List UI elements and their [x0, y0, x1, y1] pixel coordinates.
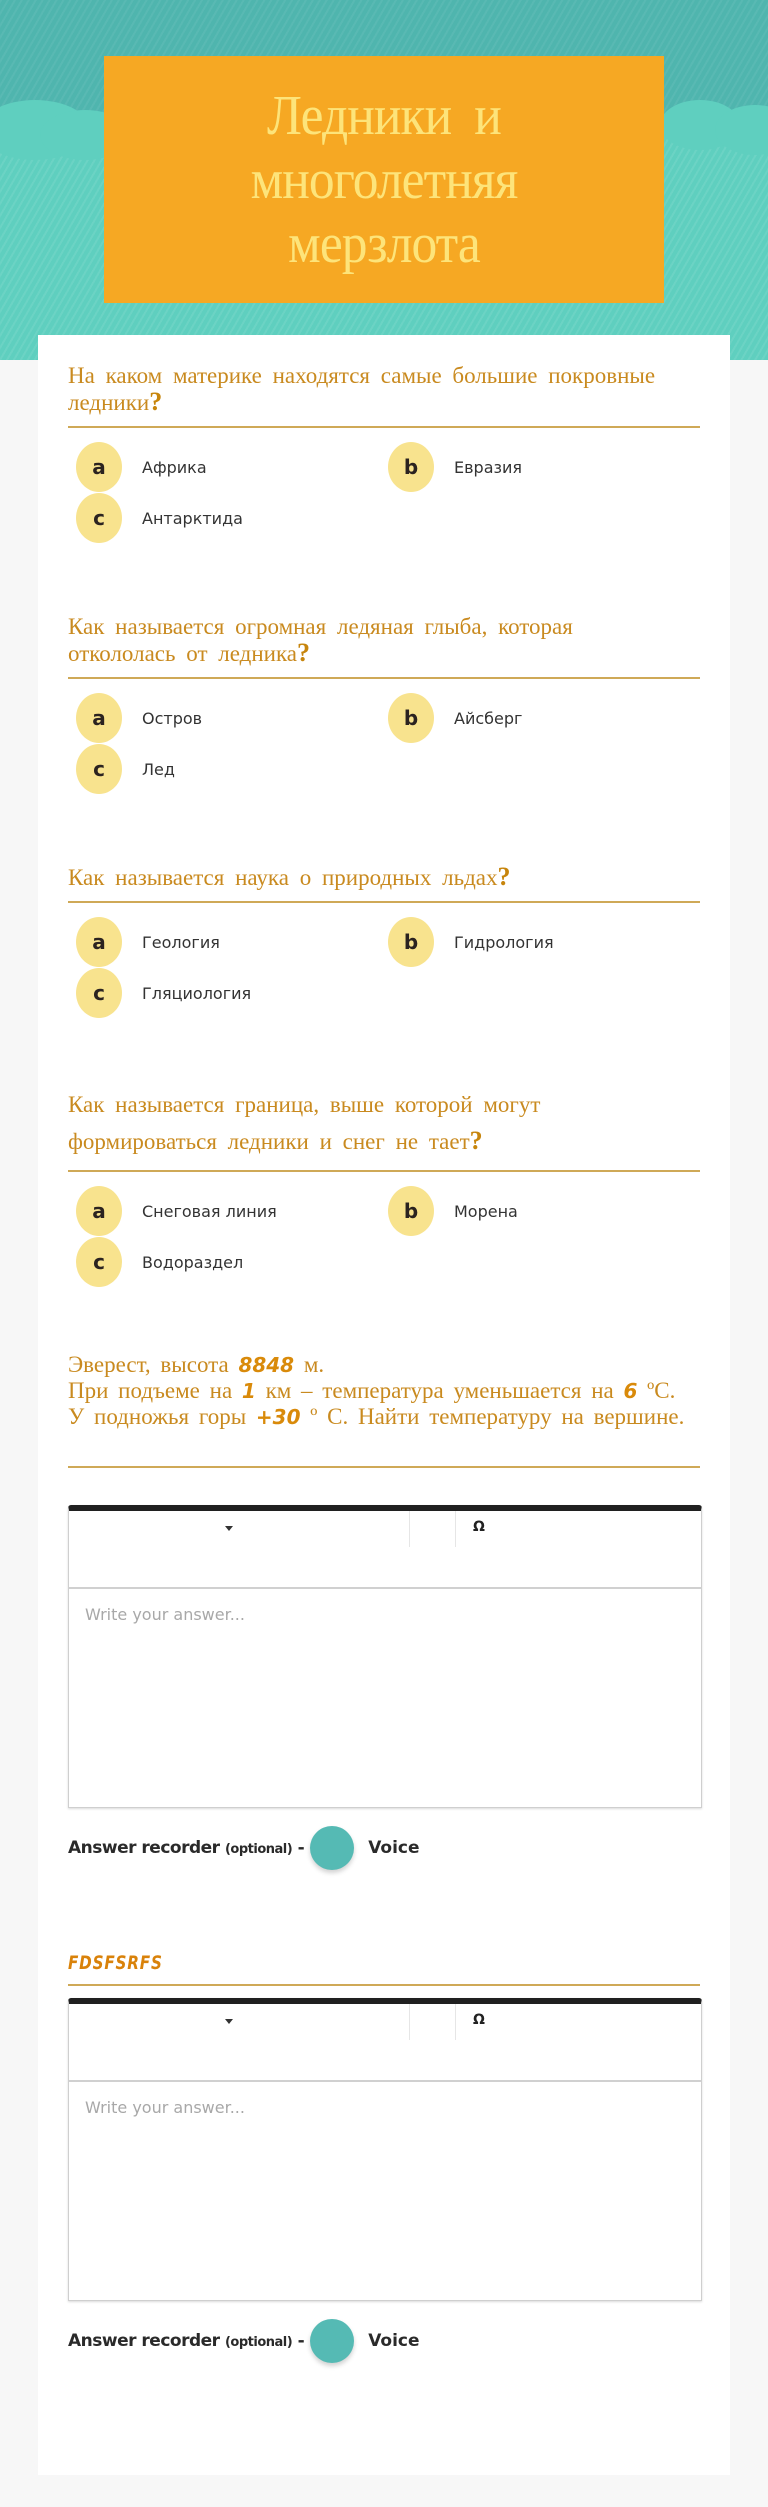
caret-down-icon [225, 2019, 233, 2024]
option-letter-badge: c [76, 744, 122, 794]
special-characters-button[interactable]: Ω [473, 2012, 485, 2028]
answer-recorder-2 [68, 2318, 420, 2364]
question-text-body: На каком материке находятся самые большие покровные ледники [68, 363, 656, 415]
question-divider [68, 426, 700, 428]
option-a[interactable] [76, 442, 207, 492]
question-1 [68, 363, 700, 552]
options-list [68, 917, 700, 1027]
option-letter-badge: a [76, 442, 122, 492]
format-dropdown[interactable] [69, 1511, 409, 1547]
toolbar-separator [455, 1511, 456, 1547]
option-letter-badge: c [76, 1237, 122, 1287]
option-b[interactable] [388, 1186, 518, 1236]
question-text [68, 864, 700, 891]
option-letter-badge: b [388, 693, 434, 743]
option-b[interactable] [388, 693, 522, 743]
option-b[interactable] [388, 917, 554, 967]
special-characters-button[interactable]: Ω [473, 1519, 485, 1535]
task-value-km: 1 [241, 1379, 256, 1403]
recorder-label-text: Answer recorder [68, 1838, 220, 1858]
option-label: Водораздел [142, 1252, 244, 1272]
answer-editor-1 [68, 1505, 702, 1808]
recorder-optional-text: (optional) [224, 2335, 293, 2350]
option-letter-badge: a [76, 917, 122, 967]
question-divider [68, 1984, 700, 1986]
option-label: Лед [142, 759, 175, 779]
open-question-2 [68, 1952, 700, 1986]
option-label: Африка [142, 457, 207, 477]
option-letter-badge: a [76, 1186, 122, 1236]
options-list [68, 1186, 700, 1296]
voice-label: Voice [368, 2331, 420, 2351]
options-list [68, 442, 700, 552]
option-letter-badge: b [388, 442, 434, 492]
record-voice-button[interactable] [310, 2319, 354, 2363]
option-c[interactable] [76, 1237, 243, 1287]
question-divider [68, 1170, 700, 1172]
option-letter-badge: c [76, 493, 122, 543]
option-label: Айсберг [454, 708, 523, 728]
question-text [68, 1087, 588, 1160]
options-list [68, 693, 700, 803]
question-text-body: Как называется граница, выше которой могут формироваться ледники и снег не тает [68, 1092, 541, 1154]
question-4 [68, 1087, 700, 1296]
option-label: Гляциология [142, 983, 252, 1003]
answer-area [69, 2082, 701, 2300]
question-mark: ? [497, 862, 511, 891]
task-value-height: 8848 [238, 1353, 295, 1377]
task-text-part: При подъеме на [68, 1378, 242, 1403]
caret-down-icon [225, 1526, 233, 1531]
question-divider [68, 1466, 700, 1468]
recorder-dash: - [297, 1838, 305, 1858]
task-text-part: ºС. [637, 1378, 676, 1403]
question-text-body: Как называется наука о природных льдах [68, 865, 498, 890]
worksheet-card [38, 335, 730, 2475]
task-text-part: Эверест, высота [68, 1352, 239, 1377]
editor-toolbar [69, 2004, 701, 2082]
voice-label: Voice [368, 1838, 420, 1858]
question-2 [68, 614, 700, 803]
task-text [68, 1352, 700, 1430]
question-divider [68, 901, 700, 903]
task-text-part: º С. Найти температуру на вершине. [300, 1404, 685, 1429]
option-label: Снеговая линия [142, 1201, 277, 1221]
task-value-drop: 6 [623, 1379, 638, 1403]
toolbar-separator [409, 2004, 410, 2040]
toolbar-separator [409, 1511, 410, 1547]
option-label: Геология [142, 932, 220, 952]
option-label: Морена [454, 1201, 518, 1221]
option-c[interactable] [76, 968, 251, 1018]
option-label: Антарктида [142, 508, 243, 528]
recorder-label [68, 2331, 304, 2351]
question-divider [68, 677, 700, 679]
recorder-label-text: Answer recorder [68, 2331, 220, 2351]
question-text [68, 363, 700, 416]
option-c[interactable] [76, 493, 243, 543]
option-letter-badge: c [76, 968, 122, 1018]
question-title: FDSFSRFS [68, 1952, 163, 1974]
option-letter-badge: b [388, 917, 434, 967]
question-mark: ? [469, 1126, 483, 1155]
task-text-part: У подножья горы [68, 1404, 256, 1429]
option-a[interactable] [76, 917, 220, 967]
option-letter-badge: b [388, 1186, 434, 1236]
task-value-base-temp: +30 [255, 1405, 301, 1429]
question-mark: ? [297, 638, 310, 667]
question-text-body: Как называется огромная ледяная глыба, которая откололась от ледника [68, 614, 573, 666]
option-a[interactable] [76, 1186, 277, 1236]
option-label: Остров [142, 708, 203, 728]
question-text [68, 614, 628, 667]
editor-toolbar [69, 1511, 701, 1589]
task-question [68, 1352, 700, 1468]
format-dropdown[interactable] [69, 2004, 409, 2040]
option-b[interactable] [388, 442, 522, 492]
title-banner [104, 56, 664, 303]
task-text-part: м. [294, 1352, 325, 1377]
option-label: Евразия [454, 457, 523, 477]
page-title: Ледники и многолетняя мерзлота [250, 84, 518, 275]
question-3 [68, 864, 700, 1027]
answer-recorder-1 [68, 1825, 420, 1871]
recorder-optional-text: (optional) [224, 1842, 293, 1857]
recorder-label [68, 1838, 304, 1858]
record-voice-button[interactable] [310, 1826, 354, 1870]
recorder-dash: - [297, 2331, 305, 2351]
option-c[interactable] [76, 744, 175, 794]
toolbar-separator [455, 2004, 456, 2040]
option-label: Гидрология [454, 932, 554, 952]
task-text-part: км – температура уменьшается на [255, 1378, 624, 1403]
answer-editor-2 [68, 1998, 702, 2301]
answer-input[interactable] [85, 1605, 685, 1791]
answer-area [69, 1589, 701, 1807]
answer-input[interactable] [85, 2098, 685, 2284]
option-letter-badge: a [76, 693, 122, 743]
question-mark: ? [149, 387, 163, 416]
option-a[interactable] [76, 693, 202, 743]
